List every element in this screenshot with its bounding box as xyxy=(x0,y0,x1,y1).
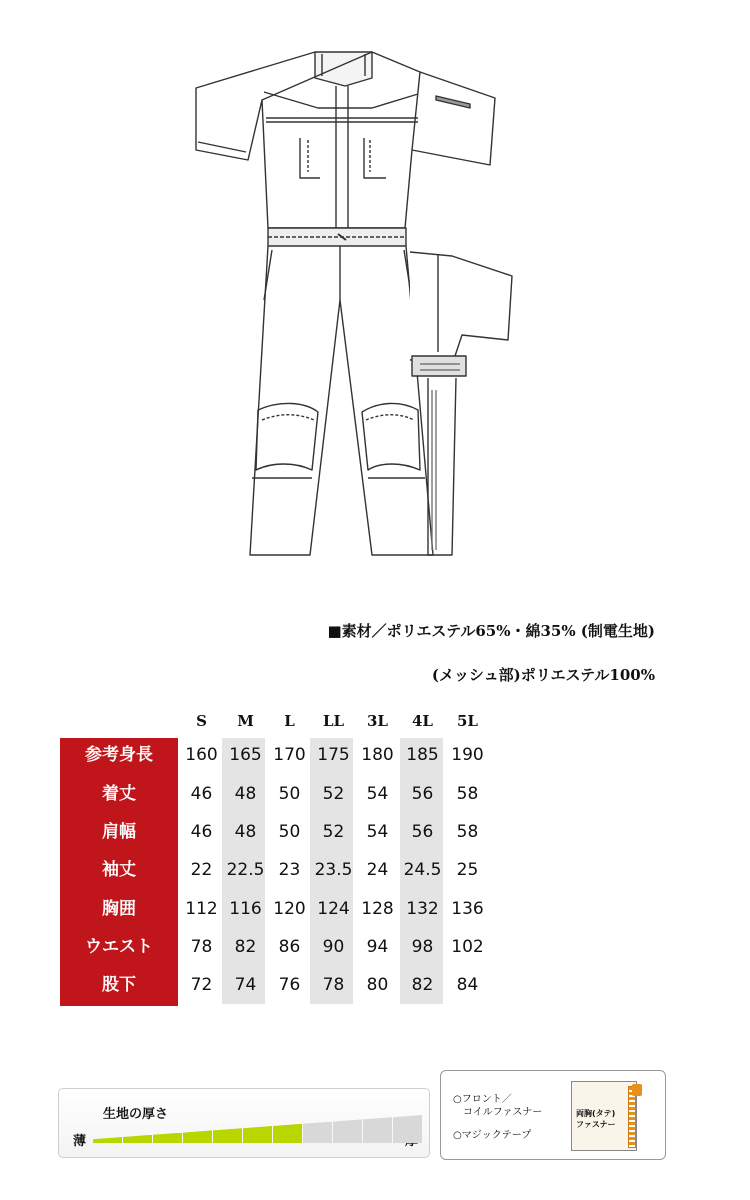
table-cell: 170 xyxy=(273,745,306,765)
table-cell: 72 xyxy=(190,975,213,995)
coverall-illustration xyxy=(180,30,530,575)
row-label-length: 着丈 xyxy=(102,784,136,804)
material-line-1: ■素材／ポリエステル65%・綿35% (制電生地) xyxy=(327,622,655,640)
table-cell: 116 xyxy=(229,899,262,919)
table-cell: 23 xyxy=(278,860,301,880)
table-cell: 175 xyxy=(317,745,350,765)
size-header-ll: LL xyxy=(322,712,345,730)
table-cell: 185 xyxy=(406,745,439,765)
table-cell: 98 xyxy=(411,937,434,957)
size-header-5l: 5L xyxy=(457,712,478,730)
table-cell: 46 xyxy=(190,822,213,842)
table-cell: 54 xyxy=(366,784,389,804)
thickness-bar xyxy=(393,1115,422,1143)
row-label-chest: 胸囲 xyxy=(102,899,136,919)
thickness-bar xyxy=(273,1124,302,1143)
table-cell: 82 xyxy=(234,937,257,957)
thickness-bar xyxy=(183,1130,212,1143)
table-cell: 58 xyxy=(456,784,479,804)
thickness-bar xyxy=(213,1128,242,1143)
table-cell: 102 xyxy=(451,937,484,957)
fastener-front-coil: ○フロント／ コイルファスナー xyxy=(453,1094,543,1118)
zipper-pull-icon xyxy=(632,1084,642,1096)
table-cell: 160 xyxy=(185,745,218,765)
table-cell: 136 xyxy=(451,899,484,919)
table-cell: 58 xyxy=(456,822,479,842)
table-cell: 80 xyxy=(366,975,389,995)
size-header-m: M xyxy=(237,712,254,730)
thickness-bar xyxy=(123,1135,152,1143)
row-label-shoulder: 肩幅 xyxy=(102,822,136,842)
fastener-velcro: ○マジックテープ xyxy=(453,1130,532,1141)
thickness-bar xyxy=(243,1126,272,1143)
table-cell: 24 xyxy=(366,860,389,880)
table-cell: 54 xyxy=(366,822,389,842)
row-label-inseam: 股下 xyxy=(102,975,136,995)
table-cell: 23.5 xyxy=(314,860,353,880)
table-cell: 50 xyxy=(278,822,301,842)
table-cell: 82 xyxy=(411,975,434,995)
table-cell: 56 xyxy=(411,784,434,804)
table-cell: 48 xyxy=(234,822,257,842)
table-cell: 132 xyxy=(406,899,439,919)
size-header-l: L xyxy=(284,712,295,730)
size-header-3l: 3L xyxy=(367,712,388,730)
size-header-4l: 4L xyxy=(412,712,433,730)
thickness-title: 生地の厚さ xyxy=(103,1107,169,1122)
table-cell: 25 xyxy=(456,860,479,880)
table-cell: 124 xyxy=(317,899,350,919)
row-label-waist: ウエスト xyxy=(85,937,153,957)
table-cell: 74 xyxy=(234,975,257,995)
table-cell: 165 xyxy=(229,745,262,765)
table-cell: 78 xyxy=(322,975,345,995)
table-cell: 78 xyxy=(190,937,213,957)
table-cell: 50 xyxy=(278,784,301,804)
row-label-height: 参考身長 xyxy=(85,745,153,765)
table-cell: 24.5 xyxy=(403,860,442,880)
size-header-s: S xyxy=(196,712,207,730)
chest-zipper-badge xyxy=(571,1081,637,1151)
table-cell: 180 xyxy=(361,745,394,765)
table-cell: 90 xyxy=(322,937,345,957)
table-cell: 46 xyxy=(190,784,213,804)
table-cell: 52 xyxy=(322,822,345,842)
table-cell: 84 xyxy=(456,975,479,995)
thickness-bar xyxy=(93,1137,122,1143)
thickness-bar xyxy=(153,1133,182,1143)
table-cell: 128 xyxy=(361,899,394,919)
thickness-bar xyxy=(363,1117,392,1143)
table-cell: 112 xyxy=(185,899,218,919)
chest-zipper-label: 両胸(タテ) ファスナー xyxy=(576,1109,616,1129)
thickness-bar xyxy=(303,1122,332,1143)
thickness-thin-label: 薄 xyxy=(73,1134,87,1149)
table-cell: 86 xyxy=(278,937,301,957)
table-cell: 52 xyxy=(322,784,345,804)
table-cell: 76 xyxy=(278,975,301,995)
row-label-sleeve: 袖丈 xyxy=(102,860,136,880)
table-cell: 22.5 xyxy=(226,860,265,880)
material-line-2: (メッシュ部)ポリエステル100% xyxy=(431,666,655,684)
table-cell: 190 xyxy=(451,745,484,765)
fabric-thickness-gauge xyxy=(58,1088,430,1158)
table-cell: 48 xyxy=(234,784,257,804)
table-cell: 56 xyxy=(411,822,434,842)
table-cell: 120 xyxy=(273,899,306,919)
thickness-bar xyxy=(333,1119,362,1143)
table-cell: 22 xyxy=(190,860,213,880)
table-cell: 94 xyxy=(366,937,389,957)
fastener-info-box xyxy=(440,1070,666,1160)
